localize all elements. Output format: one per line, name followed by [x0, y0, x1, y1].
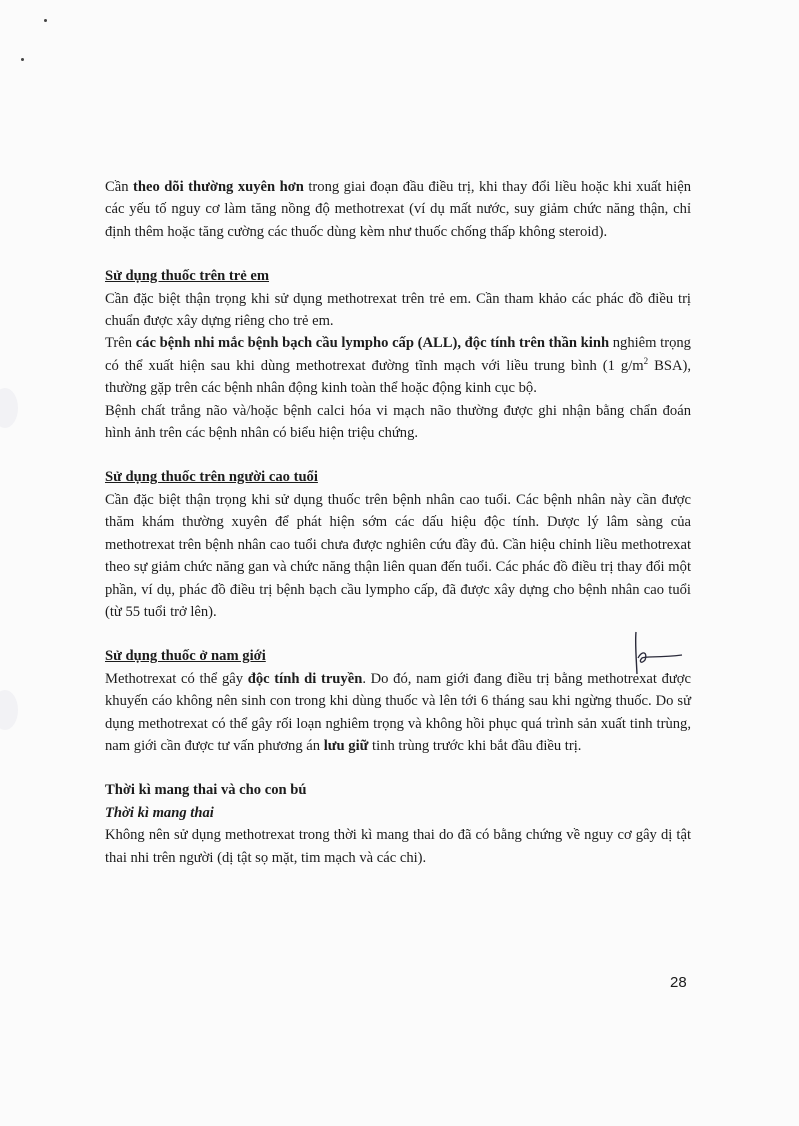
scan-speck [21, 58, 24, 61]
children-paragraph-2: Trên các bệnh nhi mắc bệnh bạch cầu lympho cấp (ALL), độc tính trên thần kinh nghiêm trọng có thể xuất hiện sau khi dùng methotrexat đường tĩnh mạch với liều trung bình (1 $g/m^2$ BSA), thường gặp trên các bệnh nhân động kinh toàn thể hoặc động kinh cục bộ. [105, 335, 692, 397]
document-body [105, 176, 691, 869]
punch-hole-mark [0, 690, 18, 730]
pregnancy-subheading: Thời kì mang thai [105, 804, 214, 821]
men-paragraph: Methotrexat có thể gây độc tính di truyền. Do đó, nam giới đang điều trị bằng methotrexat được khuyến cáo không nên sinh con trong khi dùng thuốc và lên tới 6 tháng sau khi ngừng thuốc. Do sử dụng methotrexat có thể gây rối loạn nghiêm trọng và không hồi phục quá trình sản xuất tinh trùng, nam giới cần được tư vấn phương án lưu giữ tinh trùng trước khi bắt đầu điều trị. [105, 670, 692, 754]
pregnancy-paragraph: Không nên sử dụng methotrexat trong thời kì mang thai do đã có bằng chứng về nguy cơ gây dị tật thai nhi trên người (dị tật sọ mặt, tim mạch và các chi). [105, 827, 691, 866]
page-number: 28 [670, 974, 687, 991]
punch-hole-mark [0, 388, 18, 428]
handwritten-signature [618, 628, 688, 676]
monitoring-paragraph: Cần theo dõi thường xuyên hơn trong giai đoạn đầu điều trị, khi thay đổi liều hoặc khi xuất hiện các yếu tố nguy cơ làm tăng nồng độ methotrexat (ví dụ mất nước, suy giảm chức năng thận, chỉ định thêm hoặc tăng cường các thuốc dùng kèm như thuốc chống thấp không steroid). [105, 179, 691, 240]
scan-speck [44, 19, 47, 22]
children-heading: Sử dụng thuốc trên trẻ em [105, 268, 270, 285]
men-heading: Sử dụng thuốc ở nam giới [105, 648, 266, 665]
children-paragraph-3: Bệnh chất trắng não và/hoặc bệnh calci hóa vi mạch não thường được ghi nhận bằng chẩn đoán hình ảnh trên các bệnh nhân có biểu hiện triệu chứng. [105, 402, 691, 442]
elderly-paragraph: Cần đặc biệt thận trọng khi sử dụng thuốc trên bệnh nhân cao tuổi. Các bệnh nhân này cần được thăm khám thường xuyên để phát hiện sớm các dấu hiệu độc tính. Dược lý lâm sàng của methotrexat trên bệnh nhân cao tuổi chưa được nghiên cứu đầy đủ. Cần hiệu chỉnh liều methotrexat theo sự giảm chức năng gan và chức năng thận liên quan đến tuổi. Các phác đồ điều trị thay đổi một phần, ví dụ, phác đồ điều trị bệnh bạch cầu lympho cấp, đã được xây dựng cho bệnh nhân cao tuổi (từ 55 tuổi trở lên). [105, 491, 691, 620]
children-paragraph-1: Cần đặc biệt thận trọng khi sử dụng methotrexat trên trẻ em. Cần tham khảo các phác đồ điều trị chuẩn được xây dựng riêng cho trẻ em. [105, 290, 691, 330]
elderly-heading: Sử dụng thuốc trên người cao tuổi [105, 469, 318, 486]
pregnancy-heading: Thời kì mang thai và cho con bú [105, 782, 307, 799]
